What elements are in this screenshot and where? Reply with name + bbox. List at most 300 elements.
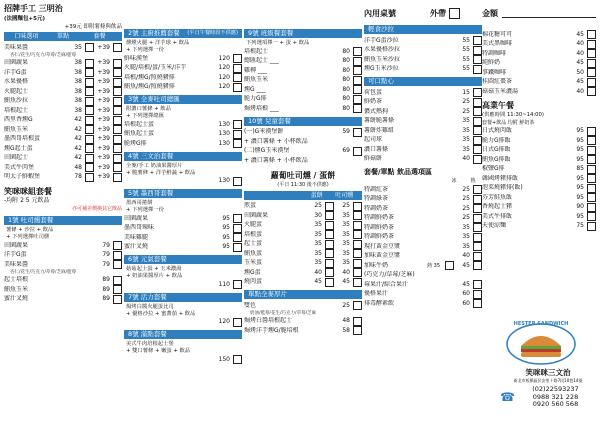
- quantity-checkbox[interactable]: [473, 65, 482, 74]
- item-price: +39: [97, 135, 110, 142]
- desc: 燻燻火腿 + 洋芋球 + 飲品: [126, 40, 190, 46]
- quantity-checkbox[interactable]: [473, 46, 482, 55]
- item-name: 培根起士蛋: [124, 120, 155, 128]
- item-name: 鮪魚玉米: [4, 285, 29, 293]
- quantity-checkbox[interactable]: [325, 202, 334, 211]
- item-price: 35: [314, 230, 322, 238]
- quantity-checkbox[interactable]: [587, 184, 596, 193]
- item-price: +39: [97, 68, 110, 76]
- takeout-checkbox[interactable]: [449, 8, 460, 19]
- quantity-checkbox[interactable]: [113, 135, 122, 144]
- quantity-checkbox[interactable]: [587, 68, 596, 77]
- item-price: +39: [97, 43, 110, 51]
- item-name: 水果優格: [4, 78, 29, 85]
- quantity-checkbox[interactable]: [353, 268, 362, 277]
- item-name: 脆烤G排: [124, 139, 147, 147]
- item-name: 美式牛肉堡: [4, 163, 35, 171]
- item-price: 130: [218, 177, 230, 184]
- quantity-checkbox[interactable]: [587, 40, 596, 49]
- item-price: 75: [576, 222, 584, 229]
- quantity-checkbox[interactable]: [85, 173, 94, 182]
- quantity-checkbox[interactable]: [113, 163, 122, 172]
- quantity-checkbox[interactable]: [85, 68, 94, 77]
- item-name: 香燒起士豬: [482, 203, 513, 210]
- item-name: 燻G起士蛋: [4, 144, 33, 152]
- quantity-checkbox[interactable]: [325, 240, 334, 249]
- section-header-2: 1號 吐司燻套餐: [4, 216, 122, 225]
- item-price: 38: [74, 87, 82, 95]
- item-price: 89: [102, 285, 110, 293]
- quantity-checkbox[interactable]: [113, 43, 122, 52]
- menu-item: [124, 355, 242, 365]
- item-name: 玉米蛋: [244, 259, 263, 266]
- quantity-checkbox[interactable]: [587, 59, 596, 68]
- takeout-label: 外帶: [430, 9, 446, 18]
- item-price: 30: [314, 211, 322, 219]
- menu-item: [124, 280, 242, 290]
- item-name: 火腿起士: [4, 87, 29, 95]
- section-2-items: [124, 40, 242, 92]
- item-price: 35: [314, 221, 322, 228]
- item-price: 120: [218, 54, 230, 62]
- quantity-checkbox[interactable]: [353, 221, 362, 230]
- item-name: + 濃口薯條 + 小杯飲品: [244, 156, 308, 164]
- item-name: 優格果汁: [364, 290, 389, 297]
- item-name: 加味牛奶: [364, 261, 389, 269]
- quantity-checkbox[interactable]: [587, 78, 596, 87]
- quantity-checkbox[interactable]: [353, 104, 362, 113]
- item-name: 起司球: [364, 136, 383, 143]
- quantity-checkbox[interactable]: [473, 290, 482, 299]
- item-price: +39: [97, 106, 110, 114]
- item-name: 鮪魚玉米: [4, 125, 29, 133]
- menu-item: [364, 55, 482, 65]
- quantity-checkbox[interactable]: [353, 259, 362, 268]
- item-price: 60: [462, 299, 470, 307]
- quantity-checkbox[interactable]: [473, 214, 482, 223]
- item-price: +39: [97, 87, 110, 95]
- quantity-checkbox[interactable]: [587, 222, 596, 231]
- menu-item: [364, 117, 482, 127]
- quantity-checkbox[interactable]: [113, 144, 122, 153]
- item-price: 80: [342, 85, 350, 93]
- item-price: 25: [462, 98, 470, 105]
- quantity-checkbox[interactable]: [113, 241, 122, 250]
- item-price: 40: [576, 87, 584, 95]
- item-name: 雞柳 ___: [244, 66, 267, 74]
- amount-field[interactable]: [502, 9, 596, 18]
- item-price: 35: [74, 43, 82, 51]
- quantity-checkbox[interactable]: [353, 66, 362, 75]
- item-price: +39: [97, 144, 110, 152]
- quantity-checkbox[interactable]: [473, 242, 482, 251]
- menu-item: [244, 326, 362, 336]
- menu-item: [124, 139, 242, 149]
- quantity-checkbox[interactable]: [353, 95, 362, 104]
- quantity-checkbox[interactable]: [353, 47, 362, 56]
- item-name: 墨西哥培根蛋: [4, 135, 41, 142]
- quantity-checkbox[interactable]: [587, 146, 596, 155]
- quantity-checkbox[interactable]: [85, 43, 94, 52]
- quantity-checkbox[interactable]: [233, 130, 242, 139]
- quantity-checkbox[interactable]: [587, 136, 596, 145]
- item-name: 美式黑咖啡: [482, 40, 513, 47]
- quantity-checkbox[interactable]: [325, 230, 334, 239]
- quantity-checkbox[interactable]: [85, 116, 94, 125]
- item-price: 45: [576, 59, 584, 66]
- quantity-checkbox[interactable]: [587, 165, 596, 174]
- quantity-checkbox[interactable]: [473, 223, 482, 232]
- quantity-checkbox[interactable]: [113, 116, 122, 125]
- quantity-checkbox[interactable]: [587, 30, 596, 39]
- quantity-checkbox[interactable]: [113, 154, 122, 163]
- items-2: [4, 241, 122, 304]
- item-price: 35: [462, 145, 470, 153]
- item-price: +39: [97, 173, 110, 180]
- item-name: 墨西哥辣味: [124, 224, 155, 231]
- desc: 墨西哥捲餅: [126, 200, 153, 206]
- quantity-checkbox[interactable]: [353, 317, 362, 326]
- menu-item: [244, 76, 362, 86]
- quantity-checkbox[interactable]: [325, 249, 334, 258]
- menu-item: [244, 85, 362, 95]
- combo-note: -均附 2 5 元飲品: [4, 197, 50, 204]
- quantity-checkbox[interactable]: [353, 249, 362, 258]
- item-price: 42: [74, 144, 82, 152]
- quantity-checkbox[interactable]: [353, 301, 362, 310]
- item-price: 35: [462, 233, 470, 240]
- quantity-checkbox[interactable]: [233, 318, 242, 327]
- item-price: 59: [342, 128, 350, 135]
- quantity-checkbox[interactable]: [233, 243, 242, 252]
- item-name: 芬芳鮭魚飯: [482, 193, 513, 201]
- quantity-checkbox[interactable]: [353, 147, 362, 156]
- quantity-checkbox[interactable]: [113, 59, 122, 68]
- item-name: 洋芋G蛋: [4, 68, 27, 76]
- desc: + 雙口薯條 + 嫩蛋 + 飲品: [126, 348, 191, 354]
- item-price: 38: [74, 106, 82, 114]
- menu-item: [4, 276, 122, 286]
- quantity-checkbox[interactable]: [473, 126, 482, 135]
- item-name: 洋芋G蛋沙拉: [364, 36, 399, 44]
- item-name: 菇菇玉米濃湯: [482, 87, 519, 95]
- shop-name: 笑咪咪三文治: [525, 368, 571, 377]
- item-name: 天使涼麵: [482, 222, 507, 229]
- menu-item: [124, 214, 242, 224]
- quantity-checkbox[interactable]: [113, 97, 122, 106]
- menu-item: [244, 278, 362, 288]
- quantity-checkbox[interactable]: [473, 36, 482, 45]
- quantity-checkbox[interactable]: [353, 85, 362, 94]
- quantity-checkbox[interactable]: [113, 276, 122, 285]
- quantity-checkbox[interactable]: [473, 107, 482, 116]
- item-name: 田園蔬果: [124, 214, 149, 222]
- desc: + 下列選擇一份: [126, 47, 164, 53]
- menu-item: [364, 252, 482, 262]
- quantity-checkbox[interactable]: [587, 212, 596, 221]
- quantity-checkbox[interactable]: [233, 120, 242, 129]
- menu-item: [364, 65, 482, 75]
- item-price: 25: [462, 185, 470, 193]
- item-name: 鮪魚/燻G/照燒豬排: [124, 83, 175, 90]
- desc: + 奶油果醬厚片 + 飲品: [126, 273, 183, 279]
- quantity-checkbox[interactable]: [473, 55, 482, 64]
- menu-item: [364, 242, 482, 252]
- item-price: 95: [576, 184, 584, 191]
- item-price: 69: [342, 147, 350, 154]
- menu-item: [482, 136, 596, 146]
- quantity-checkbox[interactable]: [473, 261, 482, 270]
- menu-item: [482, 49, 596, 59]
- menu-item: [244, 137, 362, 147]
- quantity-checkbox[interactable]: [233, 73, 242, 82]
- title: 招牌手工 三明治: [4, 4, 63, 13]
- item-name: 鮪魚起士蛋: [124, 130, 155, 137]
- menu-item: [364, 271, 482, 281]
- item-price: 25: [462, 107, 470, 115]
- item-name: 焗烤洋芋燻G/脆培根: [244, 326, 299, 334]
- quantity-checkbox[interactable]: [85, 59, 94, 68]
- quantity-checkbox[interactable]: [85, 163, 94, 172]
- lunch-note: (供應時間 11:30~14:00): [482, 111, 544, 118]
- quantity-checkbox[interactable]: [473, 155, 482, 164]
- quantity-checkbox[interactable]: [233, 233, 242, 242]
- section-3-items: [124, 106, 242, 149]
- section-4-items: [124, 163, 242, 187]
- item-price: 38: [74, 78, 82, 85]
- quantity-checkbox[interactable]: [325, 211, 334, 220]
- item-price: 42: [74, 154, 82, 161]
- item-name: 燻G蛋: [244, 268, 261, 276]
- menu-item: [244, 221, 362, 231]
- quantity-checkbox[interactable]: [353, 211, 362, 220]
- quantity-checkbox[interactable]: [85, 144, 94, 153]
- section-9-items: [244, 40, 362, 114]
- quantity-checkbox[interactable]: [473, 252, 482, 261]
- quantity-checkbox[interactable]: [113, 68, 122, 77]
- quantity-checkbox[interactable]: [353, 76, 362, 85]
- menu-item: [364, 98, 482, 108]
- quantity-checkbox[interactable]: [85, 154, 94, 163]
- quantity-checkbox[interactable]: [325, 278, 334, 287]
- menu-item: [364, 299, 482, 309]
- menu-item: [482, 59, 596, 69]
- quantity-checkbox[interactable]: [113, 125, 122, 134]
- column-1: [4, 0, 122, 304]
- section-6-items: [124, 266, 242, 290]
- quantity-checkbox[interactable]: [85, 97, 94, 106]
- quantity-checkbox[interactable]: [473, 204, 482, 213]
- quantity-checkbox[interactable]: [445, 261, 454, 270]
- item-price: 95: [576, 127, 584, 134]
- item-price: 15: [462, 88, 470, 96]
- quantity-checkbox[interactable]: [473, 145, 482, 154]
- quantity-checkbox[interactable]: [353, 128, 362, 137]
- section-3: 3號 全麥吐司總匯: [124, 95, 242, 104]
- section-5-items: [124, 200, 242, 252]
- menu-item: [244, 147, 362, 157]
- menu-item: [4, 59, 122, 69]
- menu-item: [4, 125, 122, 135]
- quantity-checkbox[interactable]: [325, 221, 334, 230]
- section-2: [124, 29, 242, 38]
- bun-bottom: [521, 352, 561, 357]
- desc: 薯條 + 沙拉 + 飲品: [6, 227, 54, 233]
- item-price: 95: [222, 233, 230, 241]
- item-name: 起士培根: [4, 276, 29, 283]
- quantity-checkbox[interactable]: [233, 214, 242, 223]
- phone-1: (02)22593237: [532, 385, 579, 393]
- menu-item: [244, 230, 362, 240]
- quantity-checkbox[interactable]: [113, 87, 122, 96]
- quantity-checkbox[interactable]: [233, 139, 242, 148]
- item-price: 45: [576, 78, 584, 85]
- desc: + 下列選擇總匯: [126, 113, 164, 119]
- quantity-checkbox[interactable]: [587, 203, 596, 212]
- quantity-checkbox[interactable]: [113, 106, 122, 115]
- item-price: 79: [102, 241, 110, 249]
- quantity-checkbox[interactable]: [587, 155, 596, 164]
- quantity-checkbox[interactable]: [587, 127, 596, 136]
- menu-item: [244, 128, 362, 138]
- item-price: 55: [462, 36, 470, 44]
- menu-item: [4, 260, 122, 270]
- quantity-checkbox[interactable]: [233, 355, 242, 364]
- quantity-checkbox[interactable]: [85, 106, 94, 115]
- item-price: 45: [342, 278, 350, 285]
- quantity-checkbox[interactable]: [473, 195, 482, 204]
- quantity-checkbox[interactable]: [85, 78, 94, 87]
- item-price: 45: [462, 261, 470, 269]
- quantity-checkbox[interactable]: [233, 83, 242, 92]
- quantity-checkbox[interactable]: [113, 78, 122, 87]
- quantity-checkbox[interactable]: [587, 87, 596, 96]
- quantity-checkbox[interactable]: [353, 326, 362, 335]
- menu-item: [124, 120, 242, 130]
- item-name: 脆力G排: [244, 95, 267, 102]
- item-subnote: 熱 35: [427, 262, 440, 269]
- quantity-checkbox[interactable]: [233, 54, 242, 63]
- menu-item: [364, 195, 482, 205]
- item-price: +39: [97, 125, 110, 133]
- desc: 全麥/手工 奶油果醬厚片: [126, 162, 183, 169]
- combo-note2: 亦可補差價換其它飲品: [71, 206, 122, 212]
- quantity-checkbox[interactable]: [113, 251, 122, 260]
- quantity-checkbox[interactable]: [113, 285, 122, 294]
- desc: 焗烤白醬火腿蛋比司: [126, 303, 174, 310]
- item-price: 42: [74, 116, 82, 123]
- item-name: 蜜汁叉燒: [124, 243, 149, 250]
- quantity-checkbox[interactable]: [353, 240, 362, 249]
- quantity-checkbox[interactable]: [325, 268, 334, 277]
- salad-header: 輕食沙拉: [364, 25, 482, 34]
- section-8-items: [124, 341, 242, 365]
- menu-item: [364, 88, 482, 98]
- menu-item: [482, 146, 596, 156]
- quantity-checkbox[interactable]: [233, 280, 242, 289]
- item-price: 130: [218, 120, 230, 128]
- tomato: [521, 349, 561, 352]
- item-price: 55: [462, 65, 470, 72]
- quantity-checkbox[interactable]: [85, 87, 94, 96]
- menu-item: [124, 177, 242, 187]
- quantity-checkbox[interactable]: [85, 125, 94, 134]
- quantity-checkbox[interactable]: [473, 185, 482, 194]
- quantity-checkbox[interactable]: [353, 57, 362, 66]
- item-name: 泡菜燒豬排(飯): [482, 184, 523, 191]
- item-price: 35: [314, 249, 322, 257]
- menu-item: [482, 87, 596, 97]
- quantity-checkbox[interactable]: [473, 299, 482, 308]
- quantity-checkbox[interactable]: [587, 49, 596, 58]
- desc: 附濃口薯條 + 飲品: [126, 106, 171, 112]
- quantity-checkbox[interactable]: [233, 177, 242, 186]
- quantity-checkbox[interactable]: [113, 173, 122, 182]
- quantity-checkbox[interactable]: [473, 117, 482, 126]
- quantity-checkbox[interactable]: [233, 224, 242, 233]
- quantity-checkbox[interactable]: [113, 260, 122, 269]
- item-price: 95: [576, 155, 584, 163]
- title-note2: +39元 即附薯條與飲品: [64, 24, 122, 30]
- menu-item: [124, 73, 242, 83]
- item-name: 鮪魚G排飯: [482, 155, 511, 163]
- menu-item: [124, 130, 242, 140]
- quantity-checkbox[interactable]: [473, 88, 482, 97]
- phone-2: 0988 321 228: [532, 392, 579, 401]
- item-name: (巧克力/草莓/芝麻): [364, 271, 415, 278]
- item-price: 35: [342, 259, 350, 266]
- item-price: 90: [576, 203, 584, 210]
- menu-item: [4, 295, 122, 305]
- quantity-checkbox[interactable]: [353, 230, 362, 239]
- menu-item: [482, 40, 596, 50]
- menu-item: [482, 30, 596, 40]
- item-price: 40: [576, 49, 584, 57]
- item-name: 燻G ___: [244, 85, 266, 93]
- quantity-checkbox[interactable]: [473, 98, 482, 107]
- quantity-checkbox[interactable]: [587, 174, 596, 183]
- sandwich-logo: [506, 316, 576, 366]
- quantity-checkbox[interactable]: [353, 278, 362, 287]
- menu-item: [244, 301, 362, 311]
- item-price: 35: [462, 126, 470, 134]
- drink-title: 套餐/單點 飲品選項區: [364, 168, 432, 176]
- menu-item: [244, 104, 362, 114]
- item-name: 美味果醬: [4, 43, 29, 51]
- menu-item: [482, 127, 596, 137]
- menu-item: [124, 318, 242, 328]
- item-name: 起士蛋: [244, 240, 263, 247]
- quantity-checkbox[interactable]: [85, 135, 94, 144]
- quantity-checkbox[interactable]: [587, 193, 596, 202]
- section-4: 4號 三文治套餐: [124, 152, 242, 161]
- quantity-checkbox[interactable]: [473, 136, 482, 145]
- section-10-items: [244, 128, 362, 166]
- item-name: 荷包蛋: [364, 88, 383, 96]
- quantity-checkbox[interactable]: [325, 259, 334, 268]
- item-price: 40: [342, 268, 350, 276]
- item-price: 35: [342, 249, 350, 257]
- quantity-checkbox[interactable]: [473, 280, 482, 289]
- logo-text: HESTER SANDWICH: [513, 321, 569, 327]
- section-7: 7號 活力套餐: [124, 293, 242, 302]
- quantity-checkbox[interactable]: [473, 233, 482, 242]
- item-price: 58: [342, 326, 350, 334]
- quantity-checkbox[interactable]: [113, 295, 122, 304]
- menu-item: [4, 97, 122, 107]
- quantity-checkbox[interactable]: [233, 64, 242, 73]
- quantity-checkbox[interactable]: [353, 202, 362, 211]
